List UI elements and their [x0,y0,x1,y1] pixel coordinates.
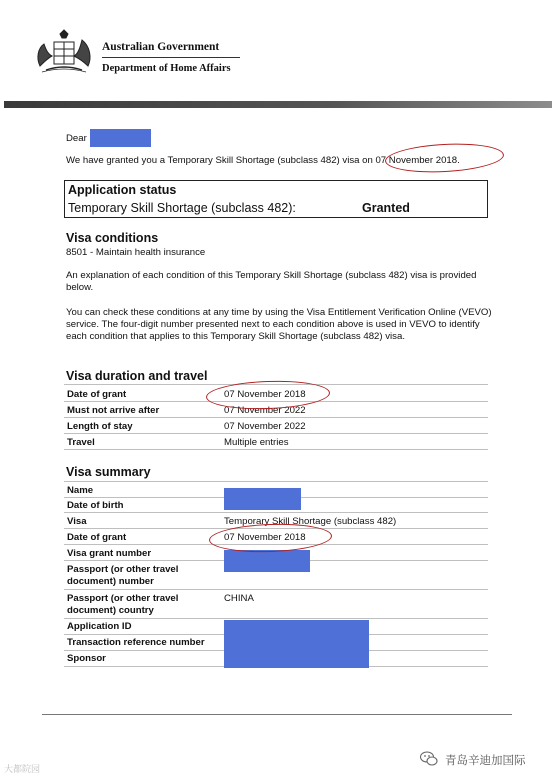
visa-conditions-title: Visa conditions [66,231,159,245]
wechat-icon [420,751,438,767]
duration-value-date-of-grant: 07 November 2018 [224,389,306,400]
footer-divider [42,714,512,715]
table-divider [64,417,488,418]
summary-label-visa: Visa [67,516,87,527]
duration-value-travel: Multiple entries [224,437,289,448]
summary-label-application-id: Application ID [67,621,132,632]
coat-of-arms-icon [34,28,94,76]
redaction-block [224,550,310,572]
summary-label-passport-country: Passport (or other travel document) country [67,593,179,616]
duration-label-date-of-grant: Date of grant [67,389,127,400]
duration-label-travel: Travel [67,437,95,448]
government-title: Australian Government [102,41,220,53]
summary-label-grant-number: Visa grant number [67,548,152,559]
table-divider [64,618,488,619]
redaction-block [224,488,301,510]
conditions-paragraph: An explanation of each condition of this Temporary Skill Shortage (subclass 482) visa is provided below. [66,270,477,293]
summary-label-name: Name [67,485,94,496]
table-divider [64,481,488,482]
grant-sentence: We have granted you a Temporary Skill Shortage (subclass 482) visa on 07 November 2018. [66,155,460,166]
header-divider [102,57,240,58]
summary-label-passport-number: Passport (or other travel document) number [67,564,179,587]
table-divider [64,449,488,450]
duration-label-must-not-arrive: Must not arrive after [67,405,160,416]
duration-value-length-of-stay: 07 November 2022 [224,421,306,432]
vevo-paragraph: You can check these conditions at any time by using the Visa Entitlement Verification Online (VEVO) service. The four-digit number presented next to each condition above is used in VEVO to identify each condition that applies to this Temporary Skill Shortage (subclass 482) visa. [66,307,492,342]
visa-summary-title: Visa summary [66,465,151,479]
redaction-block [224,620,369,668]
watermark-right: 青岛辛迪加国际 [445,755,526,767]
summary-value-visa: Temporary Skill Shortage (subclass 482) [224,516,397,527]
application-status-value: Granted [362,201,410,215]
summary-label-date-of-grant: Date of grant [67,532,127,543]
redaction-block [90,129,151,147]
watermark-left: 大都院园 [4,764,41,774]
duration-value-must-not-arrive: 07 November 2022 [224,405,306,416]
condition-item: 8501 - Maintain health insurance [66,247,206,258]
table-divider [64,589,488,590]
department-title: Department of Home Affairs [102,63,231,74]
header-bar [4,101,552,108]
summary-label-transaction-ref: Transaction reference number [67,637,205,648]
table-divider [64,433,488,434]
application-status-title: Application status [68,183,177,197]
duration-label-length-of-stay: Length of stay [67,421,133,432]
table-divider [64,512,488,513]
summary-label-sponsor: Sponsor [67,653,106,664]
summary-value-date-of-grant: 07 November 2018 [224,532,306,543]
application-status-visa-type: Temporary Skill Shortage (subclass 482): [68,201,296,215]
visa-duration-title: Visa duration and travel [66,369,208,383]
salutation: Dear [66,133,87,144]
summary-label-dob: Date of birth [67,500,124,511]
annotation-circle [384,141,504,175]
summary-value-passport-country: CHINA [224,593,254,604]
